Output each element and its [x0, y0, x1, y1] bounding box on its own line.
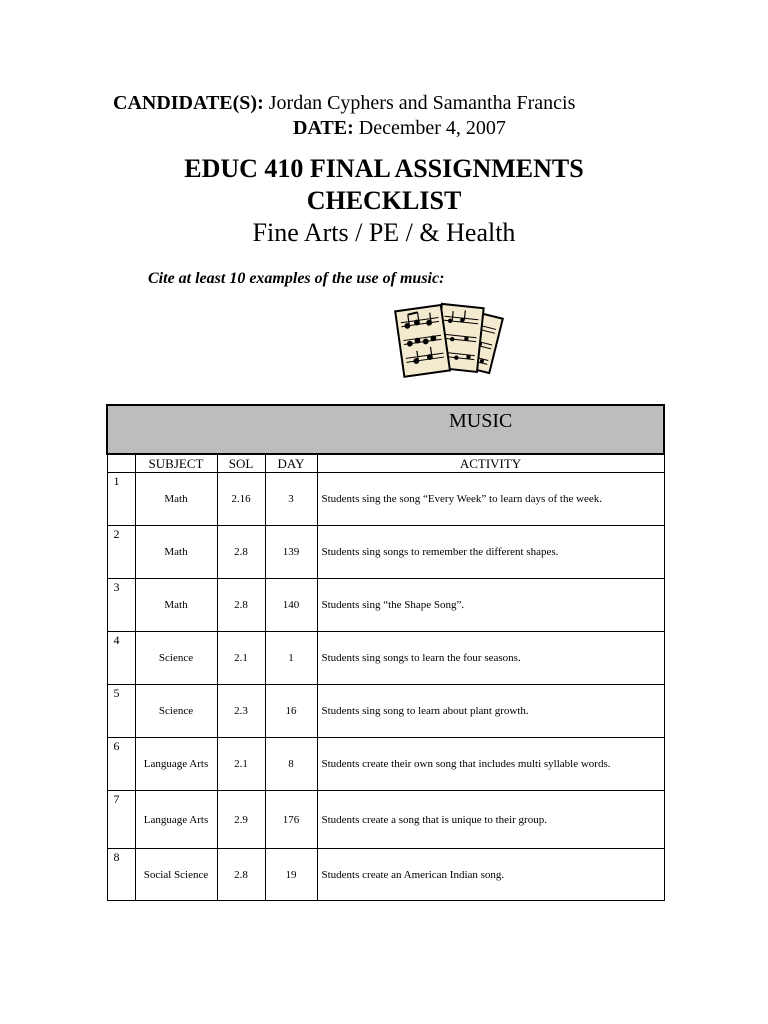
day-cell: 1 [265, 632, 317, 685]
instruction-text: Cite at least 10 examples of the use of music: [148, 270, 445, 287]
sheet-music-icon [388, 300, 508, 384]
sol-cell: 2.8 [217, 579, 265, 632]
title-line-2: CHECKLIST [306, 186, 462, 215]
subject-cell: Science [135, 632, 217, 685]
table-row [107, 632, 664, 685]
day-cell: 19 [265, 849, 317, 901]
sol-cell: 2.16 [217, 473, 265, 526]
candidate-label: CANDIDATE(S): [113, 92, 264, 114]
subject-cell: Social Science [135, 849, 217, 901]
subject-cell: Language Arts [135, 791, 217, 849]
table-row [107, 738, 664, 791]
subject-cell: Language Arts [135, 738, 217, 791]
music-table [106, 404, 665, 901]
row-number: 8 [107, 849, 135, 901]
table-row [107, 791, 664, 849]
column-header-number [107, 454, 135, 473]
row-number: 2 [107, 526, 135, 579]
sol-cell: 2.3 [217, 685, 265, 738]
sol-cell: 2.9 [217, 791, 265, 849]
table-row [107, 526, 664, 579]
activity-cell: Students sing song to learn about plant growth. [317, 685, 664, 738]
column-header-row [107, 454, 664, 473]
table-heading: MUSIC [107, 405, 664, 454]
row-number: 5 [107, 685, 135, 738]
activity-cell: Students sing “the Shape Song”. [317, 579, 664, 632]
row-number: 1 [107, 473, 135, 526]
day-cell: 8 [265, 738, 317, 791]
activity-cell: Students create their own song that includes multi syllable words. [317, 738, 664, 791]
row-number: 4 [107, 632, 135, 685]
subject-cell: Math [135, 526, 217, 579]
subject-cell: Math [135, 579, 217, 632]
row-number: 6 [107, 738, 135, 791]
row-number: 3 [107, 579, 135, 632]
sol-cell: 2.1 [217, 632, 265, 685]
activity-cell: Students sing the song “Every Week” to learn days of the week. [317, 473, 664, 526]
activity-cell: Students create an American Indian song. [317, 849, 664, 901]
column-header-subject: SUBJECT [135, 454, 217, 473]
table-row [107, 473, 664, 526]
date-value: December 4, 2007 [358, 117, 506, 139]
candidate-line [113, 92, 575, 115]
date-line [293, 117, 506, 140]
table-row [107, 685, 664, 738]
document-subtitle: Fine Arts / PE / & Health [252, 218, 516, 247]
sol-cell: 2.8 [217, 849, 265, 901]
table-row [107, 849, 664, 901]
date-label: DATE: [293, 117, 354, 139]
day-cell: 139 [265, 526, 317, 579]
table-row [107, 579, 664, 632]
row-number: 7 [107, 791, 135, 849]
day-cell: 176 [265, 791, 317, 849]
candidate-names: Jordan Cyphers and Samantha Francis [268, 92, 576, 114]
column-header-activity: ACTIVITY [317, 454, 664, 473]
activity-cell: Students create a song that is unique to their group. [317, 791, 664, 849]
subject-cell: Math [135, 473, 217, 526]
day-cell: 3 [265, 473, 317, 526]
column-header-day: DAY [265, 454, 317, 473]
activity-cell: Students sing songs to learn the four seasons. [317, 632, 664, 685]
activity-cell: Students sing songs to remember the different shapes. [317, 526, 664, 579]
column-header-sol: SOL [217, 454, 265, 473]
sol-cell: 2.8 [217, 526, 265, 579]
sol-cell: 2.1 [217, 738, 265, 791]
subject-cell: Science [135, 685, 217, 738]
day-cell: 140 [265, 579, 317, 632]
title-line-1: EDUC 410 FINAL ASSIGNMENTS [184, 154, 584, 183]
document-title [0, 153, 768, 217]
day-cell: 16 [265, 685, 317, 738]
